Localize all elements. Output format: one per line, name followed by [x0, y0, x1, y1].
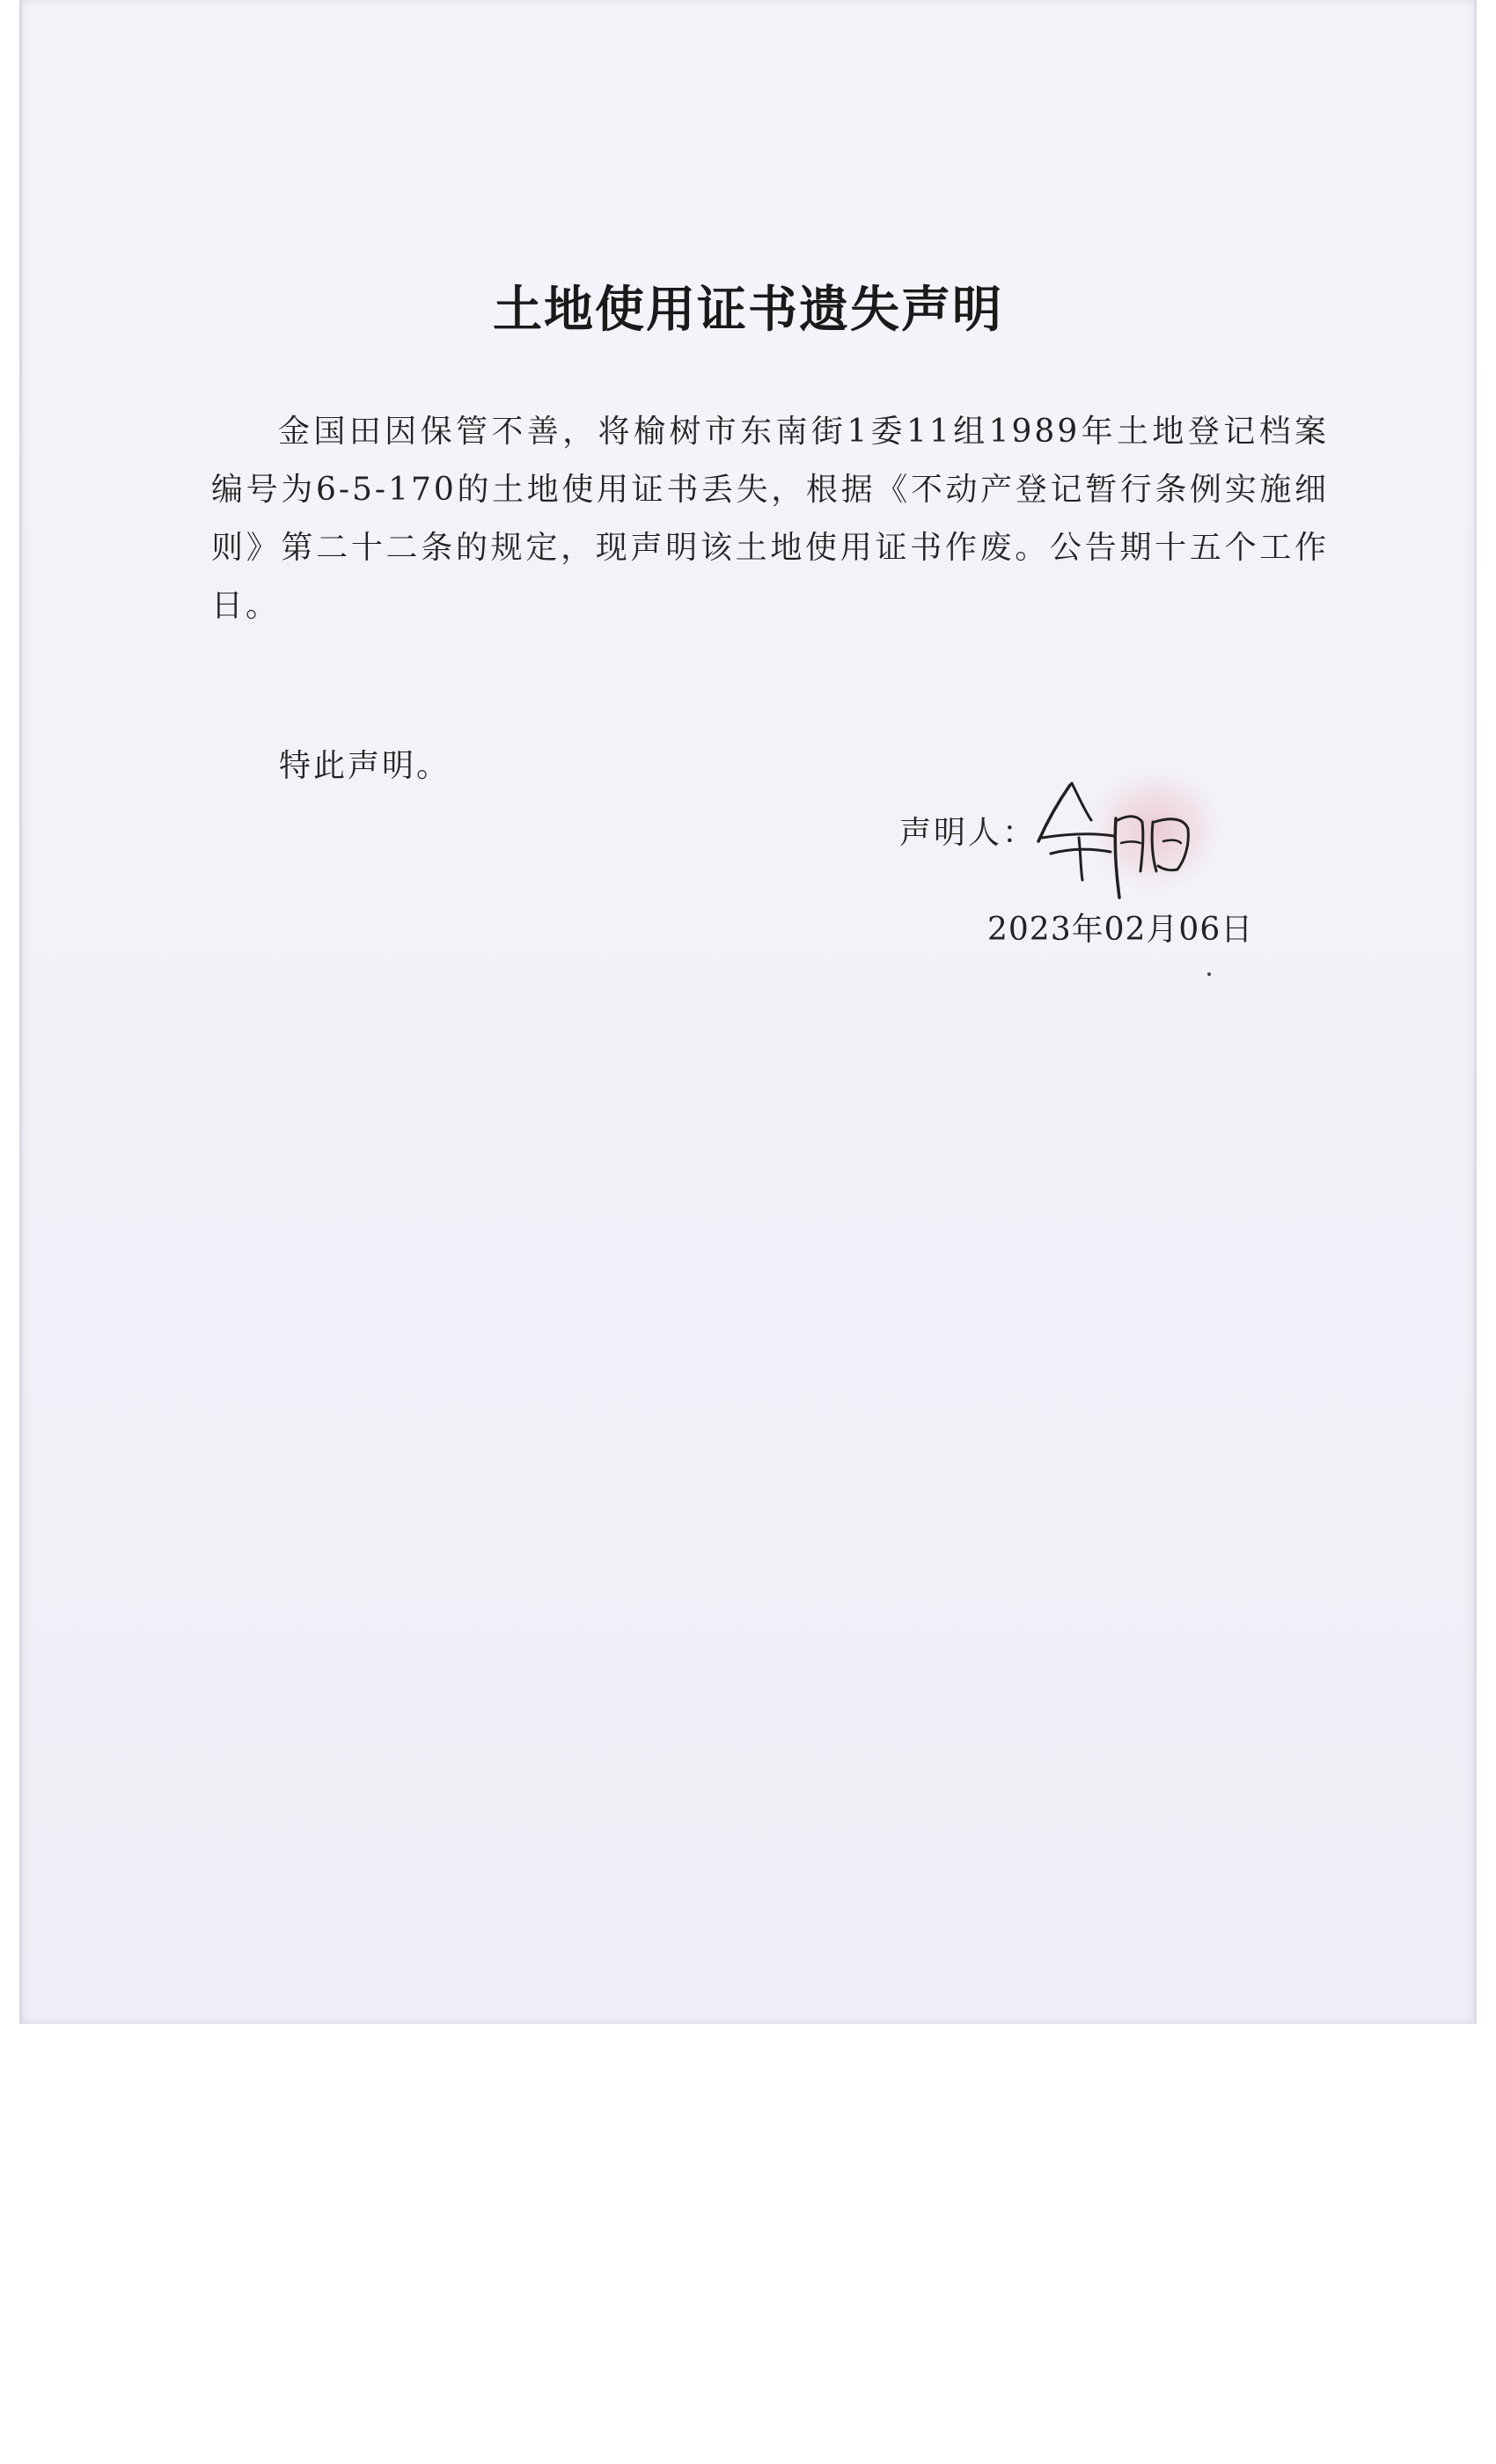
scan-speck	[1207, 972, 1211, 976]
scanned-page	[19, 0, 1477, 2024]
closing-statement: 特此声明。	[279, 748, 451, 784]
declaration-date: 2023年02月06日	[987, 912, 1254, 948]
signature-with-seal-icon	[1030, 757, 1232, 906]
declaration-body: 金国田因保管不善，将榆树市东南街1委11组1989年土地登记档案编号为6-5-170的土地使用证书丢失，根据《不动产登记暂行条例实施细则》第二十二条的规定，现声明该土地使用证书作废。公告期十五个工作日。	[211, 414, 1329, 624]
declarant-label: 声明人：	[899, 815, 1038, 851]
document-title: 土地使用证书遗失声明	[493, 282, 1003, 339]
